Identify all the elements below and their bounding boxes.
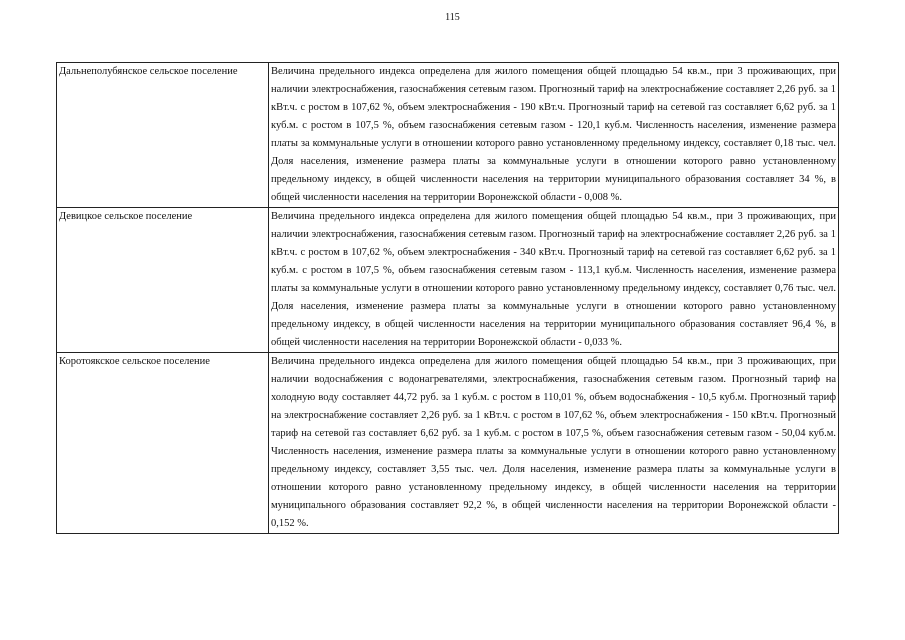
settlement-name: Девицкое сельское поселение — [57, 208, 269, 353]
settlement-name: Коротоякское сельское поселение — [57, 353, 269, 534]
page-number: 115 — [445, 12, 460, 23]
settlement-description: Величина предельного индекса определена для жилого помещения общей площадью 54 кв.м., при 3 проживающих, при наличии водоснабжения с водонагревателями, электроснабжения, газоснабжения сетевым газом. Прогнозный тариф на холодную воду составляет 44,72 руб. за 1 куб.м. с ростом в 110,01 %, объем водоснабжения - 10,5 куб.м. Прогнозный тариф на электроснабжение составляет 2,26 руб. за 1 кВт.ч. с ростом в 107,62 %, объем электроснабжения - 150 кВт.ч. Прогнозный тариф на сетевой газ составляет 6,62 руб. за 1 куб.м. с ростом в 107,5 %, объем газоснабжения сетевым газом - 50,04 куб.м. Численность населения, изменение размера платы за коммунальные услуги в отношении которого равно установленному предельному индексу, составляет 3,55 тыс. чел. Доля населения, изменение размера платы за коммунальные услуги в отношении которого равно установленному предельному индексу, в общей численности населения на территории муниципального образования составляет 92,2 %, в общей численности населения на территории Воронежской области - 0,152 %. — [269, 353, 839, 534]
settlement-description: Величина предельного индекса определена для жилого помещения общей площадью 54 кв.м., при 3 проживающих, при наличии электроснабжения, газоснабжения сетевым газом. Прогнозный тариф на электроснабжение составляет 2,26 руб. за 1 кВт.ч. с ростом в 107,62 %, объем электроснабжения - 340 кВт.ч. Прогнозный тариф на сетевой газ составляет 6,62 руб. за 1 куб.м. с ростом в 107,5 %, объем газоснабжения сетевым газом - 113,1 куб.м. Численность населения, изменение размера платы за коммунальные услуги в отношении которого равно установленному предельному индексу, составляет 0,76 тыс. чел. Доля населения, изменение размера платы за коммунальные услуги в отношении которого равно установленному предельному индексу, в общей численности населения на территории муниципального образования составляет 96,4 %, в общей численности населения на территории Воронежской области - 0,033 %. — [269, 208, 839, 353]
table-row — [57, 353, 839, 534]
table-row — [57, 63, 839, 208]
settlement-name: Дальнеполубянское сельское поселение — [57, 63, 269, 208]
table-row — [57, 208, 839, 353]
settlements-table — [56, 62, 839, 534]
settlement-description: Величина предельного индекса определена для жилого помещения общей площадью 54 кв.м., при 3 проживающих, при наличии электроснабжения, газоснабжения сетевым газом. Прогнозный тариф на электроснабжение составляет 2,26 руб. за 1 кВт.ч. с ростом в 107,62 %, объем электроснабжения - 190 кВт.ч. Прогнозный тариф на сетевой газ составляет 6,62 руб. за 1 куб.м. с ростом в 107,5 %, объем газоснабжения сетевым газом - 120,1 куб.м. Численность населения, изменение размера платы за коммунальные услуги в отношении которого равно установленному предельному индексу, составляет 0,18 тыс. чел. Доля населения, изменение размера платы за коммунальные услуги в отношении которого равно установленному предельному индексу, в общей численности населения на территории муниципального образования составляет 34 %, в общей численности населения на территории Воронежской области - 0,008 %. — [269, 63, 839, 208]
